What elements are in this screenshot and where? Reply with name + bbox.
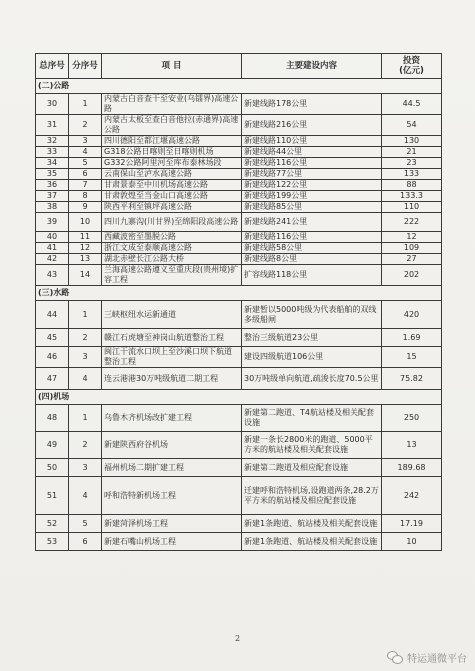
cell-project: 四川九寨沟(川甘界)至绵阳段高速公路 <box>102 213 242 232</box>
cell-investment: 75.82 <box>382 368 442 390</box>
cell-sub-no: 12 <box>69 243 102 254</box>
cell-content: 新建一条长2800米的跑道、5000平方米的航站楼及相关配套设施 <box>242 432 382 459</box>
cell-content: 新建第二跑道、T4航站楼及相关配套设施 <box>242 405 382 432</box>
header-total-no: 总序号 <box>36 54 69 79</box>
table-row <box>36 94 442 115</box>
cell-sub-no: 3 <box>69 136 102 147</box>
cell-content: 新建线路116公里 <box>242 158 382 169</box>
cell-total-no: 50 <box>36 459 69 477</box>
table-row <box>36 169 442 180</box>
table-row <box>36 136 442 147</box>
section-header-row <box>36 286 442 301</box>
cell-sub-no: 2 <box>69 115 102 136</box>
cell-total-no: 34 <box>36 158 69 169</box>
cell-investment: 222 <box>382 213 442 232</box>
cell-sub-no: 14 <box>69 265 102 286</box>
header-project: 项 目 <box>102 54 242 79</box>
cell-investment: 44.5 <box>382 94 442 115</box>
header-investment-line2: (亿元) <box>399 66 424 76</box>
cell-sub-no: 1 <box>69 94 102 115</box>
cell-sub-no: 4 <box>69 368 102 390</box>
cell-project: 湖北赤壁长江公路大桥 <box>102 254 242 265</box>
cell-project: 陕西平利至镇坪高速公路 <box>102 202 242 213</box>
cell-total-no: 53 <box>36 533 69 551</box>
cell-sub-no: 10 <box>69 213 102 232</box>
cell-investment: 88 <box>382 180 442 191</box>
cell-project: 赣江石虎塘至神岗山航道整治工程 <box>102 329 242 347</box>
cell-content: 新建线路178公里 <box>242 94 382 115</box>
cell-project: 新建陕西府谷机场 <box>102 432 242 459</box>
cell-total-no: 38 <box>36 202 69 213</box>
cell-total-no: 35 <box>36 169 69 180</box>
cell-total-no: 48 <box>36 405 69 432</box>
cell-project: 内蒙古白音查干至安业(乌镭界)高速公路 <box>102 94 242 115</box>
section-title: (二)公路 <box>36 79 442 94</box>
table-row <box>36 301 442 329</box>
table-row <box>36 213 442 232</box>
cell-total-no: 37 <box>36 191 69 202</box>
cell-investment: 110 <box>382 202 442 213</box>
cell-sub-no: 5 <box>69 515 102 533</box>
cell-project: 西藏波密至墨脱公路 <box>102 232 242 243</box>
cell-project: 甘肃景泰至中川机场高速公路 <box>102 180 242 191</box>
cell-investment: 17.19 <box>382 515 442 533</box>
cell-investment: 12 <box>382 232 442 243</box>
cell-content: 新建线路199公里 <box>242 191 382 202</box>
cell-sub-no: 13 <box>69 254 102 265</box>
cell-sub-no: 2 <box>69 329 102 347</box>
watermark <box>387 648 467 666</box>
cell-investment: 130 <box>382 136 442 147</box>
table-row <box>36 459 442 477</box>
cell-project: 兰海高速公路遵义至重庆段(贵州境)扩容工程 <box>102 265 242 286</box>
header-investment-line1: 投资 <box>402 56 420 66</box>
cell-investment: 27 <box>382 254 442 265</box>
cell-content: 新建第二跑道及相应配套设施 <box>242 459 382 477</box>
table-row <box>36 368 442 390</box>
cell-content: 新建暂以5000吨级为代表船舶的双线多级船闸 <box>242 301 382 329</box>
section-header-row <box>36 390 442 405</box>
cell-sub-no: 6 <box>69 169 102 180</box>
cell-project: 呼和浩特新机场工程 <box>102 477 242 515</box>
cell-content: 新建线路116公里 <box>242 232 382 243</box>
cell-total-no: 51 <box>36 477 69 515</box>
cell-project: 内蒙古太板至查白音他拉(赤通界)高速公路 <box>102 115 242 136</box>
cell-sub-no: 3 <box>69 347 102 368</box>
cell-investment: 109 <box>382 243 442 254</box>
cell-investment: 15 <box>382 347 442 368</box>
cell-content: 迁建呼和浩特机场,设跑道两条,28.2万平方米的航站楼及相应配套设施 <box>242 477 382 515</box>
cell-investment: 242 <box>382 477 442 515</box>
cell-project: 连云港港30万吨级航道二期工程 <box>102 368 242 390</box>
watermark-text: 特运通微平台 <box>407 653 467 665</box>
table-row <box>36 533 442 551</box>
cell-investment: 54 <box>382 115 442 136</box>
cell-sub-no: 8 <box>69 191 102 202</box>
cell-project: 三峡枢纽水运新通道 <box>102 301 242 329</box>
cell-investment: 202 <box>382 265 442 286</box>
table-row <box>36 191 442 202</box>
cell-total-no: 33 <box>36 147 69 158</box>
table-row <box>36 180 442 191</box>
cell-project: 浙江文成至泰顺高速公路 <box>102 243 242 254</box>
cell-total-no: 41 <box>36 243 69 254</box>
cell-total-no: 44 <box>36 301 69 329</box>
cell-project: 四川德阳至都江堰高速公路 <box>102 136 242 147</box>
cell-content: 新建线路110公里 <box>242 136 382 147</box>
cell-project: G332公路阿里河至库布泰林场段 <box>102 158 242 169</box>
header-sub-no: 分序号 <box>69 54 102 79</box>
cell-content: 建设四级航道106公里 <box>242 347 382 368</box>
header-content: 主要建设内容 <box>242 54 382 79</box>
cell-total-no: 36 <box>36 180 69 191</box>
table-row <box>36 405 442 432</box>
cell-investment: 23 <box>382 158 442 169</box>
table-row <box>36 158 442 169</box>
cell-sub-no: 3 <box>69 459 102 477</box>
cell-content: 新建1条跑道、航站楼及相关配套设施 <box>242 533 382 551</box>
cell-investment: 1.69 <box>382 329 442 347</box>
cell-sub-no: 5 <box>69 158 102 169</box>
cell-content: 新建线路58公里 <box>242 243 382 254</box>
cell-sub-no: 2 <box>69 432 102 459</box>
cell-content: 新建线路77公里 <box>242 169 382 180</box>
table-row <box>36 432 442 459</box>
cell-project: 乌鲁木齐机场改扩建工程 <box>102 405 242 432</box>
section-title: (三)水路 <box>36 286 442 301</box>
cell-content: 整治三级航道23公里 <box>242 329 382 347</box>
cell-investment: 420 <box>382 301 442 329</box>
wechat-icon <box>387 650 403 664</box>
table-row <box>36 265 442 286</box>
cell-sub-no: 4 <box>69 477 102 515</box>
cell-project: 闽江干流水口坝上至沙溪口坝下航道整治工程 <box>102 347 242 368</box>
page-number: 2 <box>234 634 241 643</box>
cell-sub-no: 1 <box>69 301 102 329</box>
cell-investment: 189.68 <box>382 459 442 477</box>
cell-content: 扩容线路118公里 <box>242 265 382 286</box>
cell-content: 新建线路216公里 <box>242 115 382 136</box>
cell-total-no: 45 <box>36 329 69 347</box>
table-row <box>36 232 442 243</box>
cell-project: 新建菏泽机场工程 <box>102 515 242 533</box>
header-investment <box>382 54 442 79</box>
cell-sub-no: 1 <box>69 405 102 432</box>
cell-total-no: 31 <box>36 115 69 136</box>
cell-content: 新建线路122公里 <box>242 180 382 191</box>
cell-investment: 13 <box>382 432 442 459</box>
table-row <box>36 254 442 265</box>
cell-sub-no: 4 <box>69 147 102 158</box>
cell-total-no: 42 <box>36 254 69 265</box>
cell-content: 新建线路241公里 <box>242 213 382 232</box>
cell-content: 新建线路44公里 <box>242 147 382 158</box>
cell-total-no: 46 <box>36 347 69 368</box>
table-row <box>36 477 442 515</box>
cell-total-no: 47 <box>36 368 69 390</box>
cell-project: 新建石嘴山机场工程 <box>102 533 242 551</box>
table-row <box>36 243 442 254</box>
cell-sub-no: 6 <box>69 533 102 551</box>
investment-table <box>35 53 442 551</box>
cell-project: 云南保山至泸水高速公路 <box>102 169 242 180</box>
section-title: (四)机场 <box>36 390 442 405</box>
table-row <box>36 329 442 347</box>
cell-total-no: 30 <box>36 94 69 115</box>
cell-total-no: 32 <box>36 136 69 147</box>
cell-sub-no: 11 <box>69 232 102 243</box>
cell-investment: 133.3 <box>382 191 442 202</box>
cell-total-no: 49 <box>36 432 69 459</box>
table-header-row <box>36 54 442 79</box>
cell-content: 30万吨级单向航道,疏浚长度70.5公里 <box>242 368 382 390</box>
cell-total-no: 40 <box>36 232 69 243</box>
cell-investment: 133 <box>382 169 442 180</box>
cell-total-no: 39 <box>36 213 69 232</box>
cell-investment: 21 <box>382 147 442 158</box>
table-row <box>36 115 442 136</box>
cell-total-no: 43 <box>36 265 69 286</box>
table-row <box>36 147 442 158</box>
cell-project: G318公路日喀则至日喀则机场 <box>102 147 242 158</box>
cell-content: 新建1条跑道、航站楼及相关配套设施 <box>242 515 382 533</box>
table-row <box>36 515 442 533</box>
table-row <box>36 347 442 368</box>
cell-project: 福州机场二期扩建工程 <box>102 459 242 477</box>
cell-sub-no: 7 <box>69 180 102 191</box>
cell-content: 新建线路8公里 <box>242 254 382 265</box>
cell-investment: 10 <box>382 533 442 551</box>
cell-sub-no: 9 <box>69 202 102 213</box>
table-row <box>36 202 442 213</box>
cell-content: 新建线路85公里 <box>242 202 382 213</box>
cell-total-no: 52 <box>36 515 69 533</box>
cell-investment: 250 <box>382 405 442 432</box>
section-header-row <box>36 79 442 94</box>
cell-project: 甘肃敦煌至当金山口高速公路 <box>102 191 242 202</box>
